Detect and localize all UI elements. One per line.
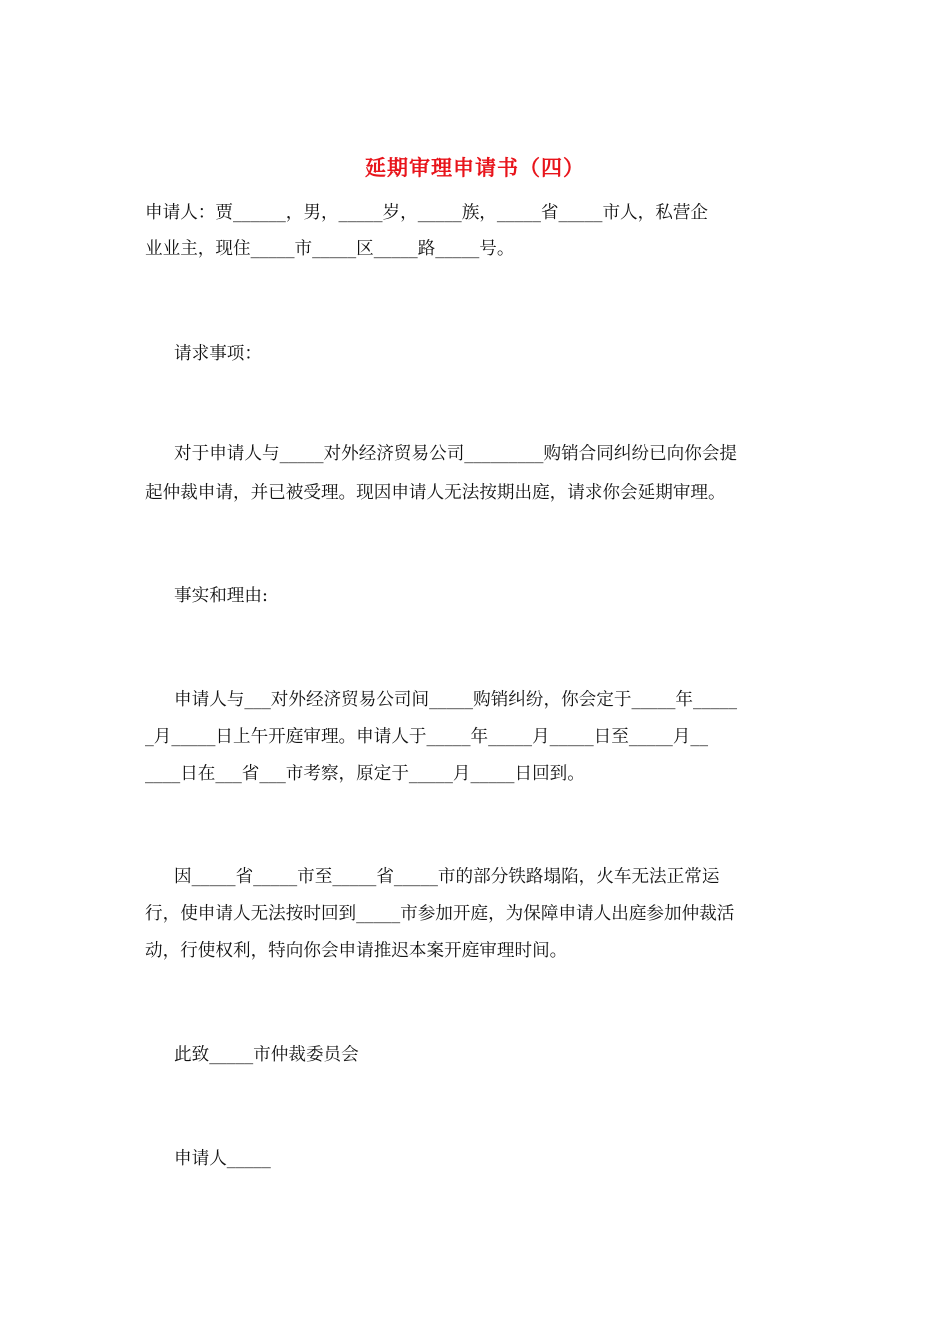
request-heading: 请求事项： [174, 344, 262, 364]
facts-body-line-3: ____日在___省___市考察，原定于_____月_____日回到。 [145, 764, 585, 784]
applicant-info-line-1: 申请人：贾______，男，_____岁，_____族，_____省_____市人，私营企 [145, 203, 709, 223]
signature-line: 申请人_____ [174, 1149, 271, 1169]
facts-heading: 事实和理由: [174, 586, 268, 606]
reason-body-line-1: 因_____省_____市至_____省_____市的部分铁路塌陷，火车无法正常运 [174, 867, 720, 887]
facts-body-line-2: _月_____日上午开庭审理。申请人于_____年_____月_____日至_____月__ [145, 727, 709, 747]
applicant-info-line-2: 业业主，现住_____市_____区_____路_____号。 [145, 239, 515, 259]
reason-body-line-3: 动，行使权利，特向你会申请推迟本案开庭审理时间。 [145, 941, 568, 961]
request-body-line-2: 起仲裁申请，并已被受理。现因申请人无法按期出庭，请求你会延期审理。 [145, 483, 726, 503]
reason-body-line-2: 行，使申请人无法按时回到_____市参加开庭，为保障申请人出庭参加仲裁活 [145, 904, 735, 924]
request-body-line-1: 对于申请人与_____对外经济贸易公司_________购销合同纠纷已向你会提 [174, 444, 738, 464]
document-title: 延期审理申请书（四） [365, 155, 585, 180]
closing-line: 此致_____市仲裁委员会 [174, 1045, 359, 1065]
facts-body-line-1: 申请人与___对外经济贸易公司间_____购销纠纷，你会定于_____年_____ [174, 690, 738, 710]
